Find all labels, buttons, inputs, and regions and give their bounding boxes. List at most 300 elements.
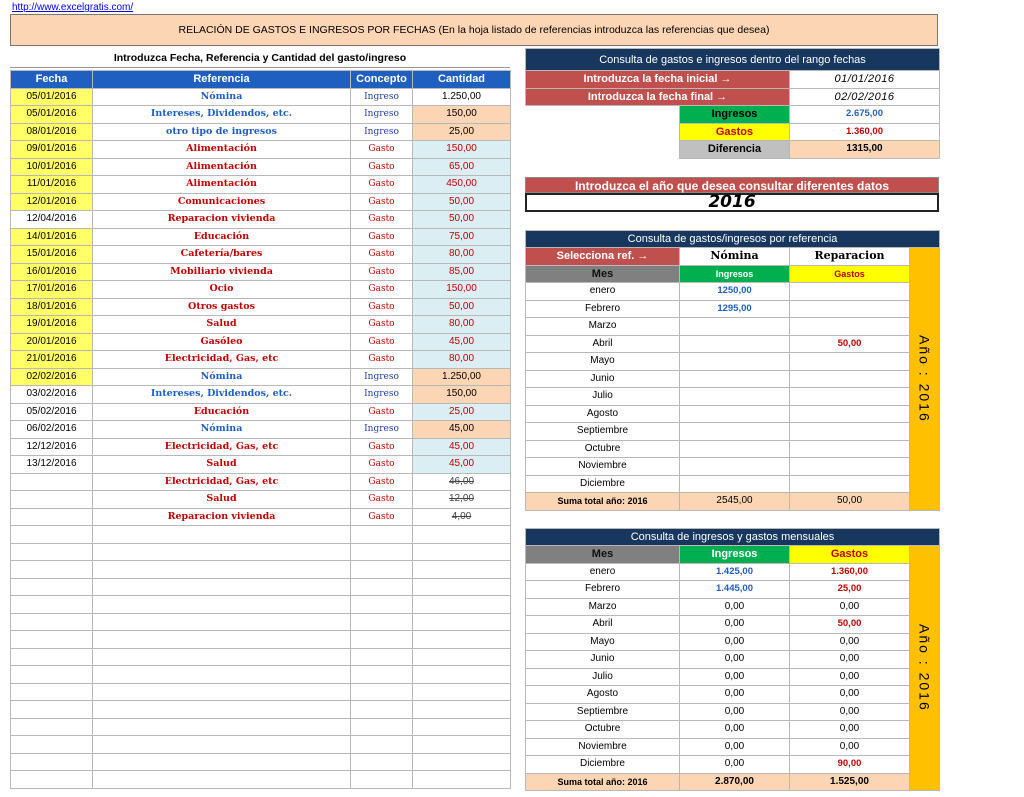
table-row-empty bbox=[11, 771, 511, 789]
byref-total-label: Suma total año: 2016 bbox=[526, 493, 680, 511]
table-row bbox=[11, 473, 511, 491]
empty-cell[interactable] bbox=[413, 683, 511, 701]
empty-cell[interactable] bbox=[11, 701, 93, 719]
empty-cell[interactable] bbox=[93, 543, 351, 561]
empty-cell[interactable] bbox=[413, 718, 511, 736]
cantidad-cell[interactable] bbox=[413, 298, 511, 316]
monthly-year-side-label: Año : 2016 bbox=[910, 546, 940, 791]
monthly-month-gastos: 0,00 bbox=[790, 668, 910, 686]
concepto-cell: Ingreso bbox=[351, 421, 413, 439]
byref-month-a bbox=[680, 423, 790, 441]
start-date-input[interactable]: 01/01/2016 bbox=[790, 71, 940, 89]
cantidad-value: 75,00 bbox=[448, 230, 475, 242]
range-spacer bbox=[526, 106, 680, 124]
byref-month-b bbox=[790, 423, 910, 441]
empty-cell[interactable] bbox=[351, 666, 413, 684]
table-row bbox=[11, 491, 511, 509]
referencia-cell[interactable]: Salud bbox=[93, 316, 351, 334]
monthly-ingresos-header: Ingresos bbox=[680, 546, 790, 564]
referencia-cell[interactable]: Salud bbox=[93, 456, 351, 474]
referencia-cell[interactable]: Alimentación bbox=[93, 141, 351, 159]
fecha-cell[interactable]: 12/01/2016 bbox=[11, 193, 93, 211]
monthly-month-gastos: 0,00 bbox=[790, 598, 910, 616]
byref-total-a: 2545,00 bbox=[680, 493, 790, 511]
cantidad-cell[interactable] bbox=[413, 141, 511, 159]
empty-cell[interactable] bbox=[11, 648, 93, 666]
range-spacer bbox=[526, 123, 680, 141]
byref-month-b bbox=[790, 283, 910, 301]
byref-month-a bbox=[680, 405, 790, 423]
empty-cell[interactable] bbox=[93, 596, 351, 614]
fecha-cell[interactable] bbox=[11, 508, 93, 526]
monthly-month-name: Julio bbox=[526, 668, 680, 686]
col-header-referencia: Referencia bbox=[93, 71, 351, 89]
empty-cell[interactable] bbox=[413, 648, 511, 666]
cantidad-cell[interactable] bbox=[413, 193, 511, 211]
empty-cell[interactable] bbox=[93, 561, 351, 579]
ref2-select[interactable]: Reparacion bbox=[790, 248, 910, 266]
concepto-cell: Gasto bbox=[351, 508, 413, 526]
fecha-cell[interactable]: 08/01/2016 bbox=[11, 123, 93, 141]
empty-cell[interactable] bbox=[351, 613, 413, 631]
byref-month-b bbox=[790, 458, 910, 476]
empty-cell[interactable] bbox=[11, 736, 93, 754]
monthly-month-ingresos: 0,00 bbox=[680, 651, 790, 669]
empty-cell[interactable] bbox=[351, 718, 413, 736]
byref-table bbox=[525, 230, 940, 511]
empty-cell[interactable] bbox=[93, 613, 351, 631]
cantidad-cell[interactable] bbox=[413, 211, 511, 229]
range-query-header: Consulta de gastos e ingresos dentro del rango fechas bbox=[526, 49, 940, 71]
table-row bbox=[11, 246, 511, 264]
cantidad-value: 80,00 bbox=[448, 353, 475, 365]
table-row bbox=[11, 123, 511, 141]
year-input[interactable]: 2016 bbox=[525, 193, 939, 212]
cantidad-value: 45,00 bbox=[448, 440, 475, 452]
ref1-select[interactable]: Nómina bbox=[680, 248, 790, 266]
empty-cell[interactable] bbox=[11, 631, 93, 649]
monthly-month-row bbox=[526, 563, 940, 581]
referencia-cell[interactable]: Alimentación bbox=[93, 176, 351, 194]
monthly-month-ingresos: 0,00 bbox=[680, 598, 790, 616]
range-diferencia-label: Diferencia bbox=[680, 141, 790, 159]
monthly-month-name: enero bbox=[526, 563, 680, 581]
byref-month-name: Mayo bbox=[526, 353, 680, 371]
select-ref-label: Selecciona ref. → bbox=[526, 248, 680, 266]
byref-month-row bbox=[526, 388, 940, 406]
monthly-month-row bbox=[526, 738, 940, 756]
referencia-cell[interactable]: Ocio bbox=[93, 281, 351, 299]
empty-cell[interactable] bbox=[413, 526, 511, 544]
table-row-empty bbox=[11, 718, 511, 736]
entries-body bbox=[11, 88, 511, 788]
cantidad-value: 45,00 bbox=[448, 458, 475, 470]
monthly-month-ingresos: 0,00 bbox=[680, 668, 790, 686]
table-row bbox=[11, 368, 511, 386]
empty-cell[interactable] bbox=[93, 701, 351, 719]
cantidad-cell[interactable] bbox=[413, 281, 511, 299]
byref-month-b bbox=[790, 318, 910, 336]
fecha-cell[interactable]: 05/01/2016 bbox=[11, 88, 93, 106]
empty-cell[interactable] bbox=[413, 561, 511, 579]
byref-month-name: Junio bbox=[526, 370, 680, 388]
fecha-cell[interactable]: 09/01/2016 bbox=[11, 141, 93, 159]
referencia-cell[interactable]: Salud bbox=[93, 491, 351, 509]
referencia-cell[interactable]: Cafetería/bares bbox=[93, 246, 351, 264]
monthly-month-name: Marzo bbox=[526, 598, 680, 616]
cantidad-value: 25,00 bbox=[448, 405, 475, 417]
monthly-mes-header: Mes bbox=[526, 546, 680, 564]
byref-month-name: Octubre bbox=[526, 440, 680, 458]
cantidad-value: 150,00 bbox=[446, 143, 477, 155]
referencia-cell[interactable]: Electricidad, Gas, etc bbox=[93, 351, 351, 369]
cantidad-cell[interactable] bbox=[413, 88, 511, 106]
concepto-cell: Ingreso bbox=[351, 106, 413, 124]
byref-month-b bbox=[790, 300, 910, 318]
table-row bbox=[11, 456, 511, 474]
empty-cell[interactable] bbox=[93, 666, 351, 684]
fecha-cell[interactable]: 02/02/2016 bbox=[11, 368, 93, 386]
empty-cell[interactable] bbox=[93, 631, 351, 649]
referencia-cell[interactable]: Alimentación bbox=[93, 158, 351, 176]
table-row-empty bbox=[11, 666, 511, 684]
empty-cell[interactable] bbox=[351, 701, 413, 719]
concepto-cell: Gasto bbox=[351, 158, 413, 176]
byref-month-b bbox=[790, 405, 910, 423]
end-date-input[interactable]: 02/02/2016 bbox=[790, 88, 940, 106]
table-row-empty bbox=[11, 701, 511, 719]
empty-cell[interactable] bbox=[11, 543, 93, 561]
cantidad-cell[interactable] bbox=[413, 106, 511, 124]
empty-cell[interactable] bbox=[351, 561, 413, 579]
byref-month-name: Marzo bbox=[526, 318, 680, 336]
byref-month-a bbox=[680, 370, 790, 388]
cantidad-value: 80,00 bbox=[448, 318, 475, 330]
cantidad-value: 1.250,00 bbox=[442, 370, 481, 382]
referencia-cell[interactable]: Nómina bbox=[93, 88, 351, 106]
table-row-empty bbox=[11, 578, 511, 596]
concepto-cell: Gasto bbox=[351, 316, 413, 334]
concepto-cell: Gasto bbox=[351, 351, 413, 369]
cantidad-cell[interactable] bbox=[413, 263, 511, 281]
cantidad-cell[interactable] bbox=[413, 403, 511, 421]
empty-cell[interactable] bbox=[11, 683, 93, 701]
fecha-cell[interactable]: 18/01/2016 bbox=[11, 298, 93, 316]
byref-month-b bbox=[790, 475, 910, 493]
year-prompt-label: Introduzca el año que desea consultar diferentes datos bbox=[525, 177, 939, 193]
table-row bbox=[11, 281, 511, 299]
cantidad-cell[interactable] bbox=[413, 456, 511, 474]
byref-month-name: enero bbox=[526, 283, 680, 301]
referencia-cell[interactable]: Educación bbox=[93, 403, 351, 421]
monthly-total-gastos: 1.525,00 bbox=[790, 773, 910, 791]
table-row-empty bbox=[11, 631, 511, 649]
cantidad-cell[interactable] bbox=[413, 246, 511, 264]
monthly-gastos-header: Gastos bbox=[790, 546, 910, 564]
referencia-cell[interactable]: Comunicaciones bbox=[93, 193, 351, 211]
empty-cell[interactable] bbox=[351, 683, 413, 701]
left-subtitle: Introduzca Fecha, Referencia y Cantidad del gasto/ingreso bbox=[10, 48, 510, 68]
byref-month-a bbox=[680, 458, 790, 476]
referencia-cell[interactable]: Gasóleo bbox=[93, 333, 351, 351]
cantidad-value: 65,00 bbox=[448, 160, 475, 172]
referencia-cell[interactable]: Reparacion vivienda bbox=[93, 211, 351, 229]
concepto-cell: Gasto bbox=[351, 456, 413, 474]
byref-month-row bbox=[526, 423, 940, 441]
concepto-cell: Gasto bbox=[351, 403, 413, 421]
monthly-month-gastos: 0,00 bbox=[790, 651, 910, 669]
byref-month-row bbox=[526, 353, 940, 371]
byref-month-a bbox=[680, 318, 790, 336]
table-row-empty bbox=[11, 736, 511, 754]
empty-cell[interactable] bbox=[351, 753, 413, 771]
monthly-month-row bbox=[526, 668, 940, 686]
byref-month-b bbox=[790, 353, 910, 371]
empty-cell[interactable] bbox=[413, 701, 511, 719]
empty-cell[interactable] bbox=[351, 736, 413, 754]
cantidad-cell[interactable] bbox=[413, 333, 511, 351]
fecha-cell[interactable]: 16/01/2016 bbox=[11, 263, 93, 281]
referencia-cell[interactable]: Intereses, Dividendos, etc. bbox=[93, 386, 351, 404]
fecha-cell[interactable]: 03/02/2016 bbox=[11, 386, 93, 404]
monthly-month-gastos: 0,00 bbox=[790, 738, 910, 756]
empty-cell[interactable] bbox=[11, 526, 93, 544]
cantidad-value: 50,00 bbox=[448, 213, 475, 225]
empty-cell[interactable] bbox=[351, 578, 413, 596]
cantidad-value: 45,00 bbox=[448, 335, 475, 347]
table-row-empty bbox=[11, 526, 511, 544]
empty-cell[interactable] bbox=[351, 648, 413, 666]
byref-month-a: 1295,00 bbox=[680, 300, 790, 318]
empty-cell[interactable] bbox=[351, 631, 413, 649]
fecha-cell[interactable] bbox=[11, 491, 93, 509]
byref-total-b: 50,00 bbox=[790, 493, 910, 511]
cantidad-value: 46,00 bbox=[448, 475, 475, 487]
monthly-header: Consulta de ingresos y gastos mensuales bbox=[526, 529, 940, 546]
concepto-cell: Gasto bbox=[351, 333, 413, 351]
monthly-month-row bbox=[526, 633, 940, 651]
byref-month-name: Septiembre bbox=[526, 423, 680, 441]
empty-cell[interactable] bbox=[413, 736, 511, 754]
referencia-cell[interactable]: Nómina bbox=[93, 421, 351, 439]
monthly-total-row bbox=[526, 773, 940, 791]
fecha-cell[interactable]: 10/01/2016 bbox=[11, 158, 93, 176]
byref-month-row bbox=[526, 283, 940, 301]
byref-month-row bbox=[526, 458, 940, 476]
excelgratis-link[interactable]: http://www.excelgratis.com/ bbox=[12, 2, 134, 13]
table-row bbox=[11, 211, 511, 229]
cantidad-value: 450,00 bbox=[446, 178, 477, 190]
monthly-month-gastos: 50,00 bbox=[790, 616, 910, 634]
cantidad-cell[interactable] bbox=[413, 123, 511, 141]
empty-cell[interactable] bbox=[93, 736, 351, 754]
empty-cell[interactable] bbox=[413, 753, 511, 771]
monthly-month-ingresos: 0,00 bbox=[680, 616, 790, 634]
fecha-cell[interactable]: 21/01/2016 bbox=[11, 351, 93, 369]
byref-month-name: Abril bbox=[526, 335, 680, 353]
concepto-cell: Ingreso bbox=[351, 88, 413, 106]
monthly-month-gastos: 90,00 bbox=[790, 756, 910, 774]
fecha-cell[interactable]: 17/01/2016 bbox=[11, 281, 93, 299]
cantidad-value: 150,00 bbox=[446, 108, 477, 120]
empty-cell[interactable] bbox=[351, 771, 413, 789]
empty-cell[interactable] bbox=[351, 543, 413, 561]
referencia-cell[interactable]: Electricidad, Gas, etc bbox=[93, 438, 351, 456]
referencia-cell[interactable]: Intereses, Dividendos, etc. bbox=[93, 106, 351, 124]
empty-cell[interactable] bbox=[351, 526, 413, 544]
monthly-month-row bbox=[526, 686, 940, 704]
monthly-month-name: Diciembre bbox=[526, 756, 680, 774]
range-gastos-value: 1.360,00 bbox=[790, 123, 940, 141]
monthly-total-label: Suma total año: 2016 bbox=[526, 773, 680, 791]
empty-cell[interactable] bbox=[93, 648, 351, 666]
fecha-cell[interactable]: 11/01/2016 bbox=[11, 176, 93, 194]
monthly-month-ingresos: 1.425,00 bbox=[680, 563, 790, 581]
fecha-cell[interactable]: 13/12/2016 bbox=[11, 456, 93, 474]
byref-year-side-label: Año : 2016 bbox=[910, 248, 940, 511]
referencia-cell[interactable]: Electricidad, Gas, etc bbox=[93, 473, 351, 491]
cantidad-value: 4,00 bbox=[451, 510, 472, 522]
range-gastos-label: Gastos bbox=[680, 123, 790, 141]
concepto-cell: Ingreso bbox=[351, 368, 413, 386]
concepto-cell: Gasto bbox=[351, 176, 413, 194]
cantidad-cell[interactable] bbox=[413, 228, 511, 246]
monthly-month-gastos: 25,00 bbox=[790, 581, 910, 599]
byref-month-a bbox=[680, 475, 790, 493]
empty-cell[interactable] bbox=[93, 683, 351, 701]
cantidad-cell[interactable] bbox=[413, 421, 511, 439]
cantidad-cell[interactable] bbox=[413, 158, 511, 176]
empty-cell[interactable] bbox=[351, 596, 413, 614]
fecha-cell[interactable]: 05/02/2016 bbox=[11, 403, 93, 421]
empty-cell[interactable] bbox=[413, 613, 511, 631]
table-row-empty bbox=[11, 753, 511, 771]
fecha-cell[interactable]: 12/04/2016 bbox=[11, 211, 93, 229]
table-row-empty bbox=[11, 648, 511, 666]
byref-month-row bbox=[526, 370, 940, 388]
table-row-empty bbox=[11, 543, 511, 561]
monthly-month-name: Febrero bbox=[526, 581, 680, 599]
cantidad-cell[interactable] bbox=[413, 316, 511, 334]
table-row bbox=[11, 88, 511, 106]
byref-month-row bbox=[526, 318, 940, 336]
concepto-cell: Gasto bbox=[351, 211, 413, 229]
referencia-cell[interactable]: Otros gastos bbox=[93, 298, 351, 316]
table-row bbox=[11, 403, 511, 421]
byref-month-row bbox=[526, 475, 940, 493]
referencia-cell[interactable]: otro tipo de ingresos bbox=[93, 123, 351, 141]
byref-gastos-header: Gastos bbox=[790, 265, 910, 283]
table-row bbox=[11, 228, 511, 246]
empty-cell[interactable] bbox=[11, 753, 93, 771]
referencia-cell[interactable]: Mobiliario vivienda bbox=[93, 263, 351, 281]
monthly-month-gastos: 0,00 bbox=[790, 633, 910, 651]
cantidad-value: 50,00 bbox=[448, 195, 475, 207]
empty-cell[interactable] bbox=[11, 578, 93, 596]
cantidad-cell[interactable] bbox=[413, 176, 511, 194]
byref-month-name: Noviembre bbox=[526, 458, 680, 476]
empty-cell[interactable] bbox=[11, 718, 93, 736]
fecha-cell[interactable]: 12/12/2016 bbox=[11, 438, 93, 456]
referencia-cell[interactable]: Reparacion vivienda bbox=[93, 508, 351, 526]
empty-cell[interactable] bbox=[11, 666, 93, 684]
empty-cell[interactable] bbox=[11, 613, 93, 631]
fecha-cell[interactable]: 15/01/2016 bbox=[11, 246, 93, 264]
byref-month-b bbox=[790, 370, 910, 388]
byref-month-name: Agosto bbox=[526, 405, 680, 423]
empty-cell[interactable] bbox=[11, 771, 93, 789]
byref-month-b: 50,00 bbox=[790, 335, 910, 353]
cantidad-cell[interactable] bbox=[413, 351, 511, 369]
fecha-cell[interactable] bbox=[11, 473, 93, 491]
cantidad-cell[interactable] bbox=[413, 386, 511, 404]
empty-cell[interactable] bbox=[413, 666, 511, 684]
concepto-cell: Gasto bbox=[351, 193, 413, 211]
cantidad-cell[interactable] bbox=[413, 508, 511, 526]
monthly-month-ingresos: 0,00 bbox=[680, 703, 790, 721]
table-row bbox=[11, 386, 511, 404]
fecha-cell[interactable]: 14/01/2016 bbox=[11, 228, 93, 246]
cantidad-value: 12,00 bbox=[448, 493, 475, 505]
monthly-month-ingresos: 1.445,00 bbox=[680, 581, 790, 599]
table-row bbox=[11, 438, 511, 456]
empty-cell[interactable] bbox=[413, 578, 511, 596]
monthly-month-name: Octubre bbox=[526, 721, 680, 739]
table-row-empty bbox=[11, 596, 511, 614]
cantidad-value: 50,00 bbox=[448, 300, 475, 312]
page-title: RELACIÓN DE GASTOS E INGRESOS POR FECHAS (En la hoja listado de referencias introduzca las referencias que desea) bbox=[10, 14, 938, 46]
cantidad-value: 150,00 bbox=[446, 388, 477, 400]
empty-cell[interactable] bbox=[11, 561, 93, 579]
table-row bbox=[11, 176, 511, 194]
monthly-month-name: Noviembre bbox=[526, 738, 680, 756]
col-header-concepto: Concepto bbox=[351, 71, 413, 89]
byref-month-a bbox=[680, 335, 790, 353]
concepto-cell: Gasto bbox=[351, 246, 413, 264]
fecha-cell[interactable]: 05/01/2016 bbox=[11, 106, 93, 124]
referencia-cell[interactable]: Nómina bbox=[93, 368, 351, 386]
empty-cell[interactable] bbox=[93, 578, 351, 596]
monthly-month-name: Mayo bbox=[526, 633, 680, 651]
empty-cell[interactable] bbox=[93, 718, 351, 736]
empty-cell[interactable] bbox=[413, 543, 511, 561]
table-row-empty bbox=[11, 613, 511, 631]
concepto-cell: Ingreso bbox=[351, 123, 413, 141]
cantidad-value: 25,00 bbox=[448, 125, 475, 137]
empty-cell[interactable] bbox=[413, 631, 511, 649]
cantidad-cell[interactable] bbox=[413, 438, 511, 456]
cantidad-cell[interactable] bbox=[413, 491, 511, 509]
empty-cell[interactable] bbox=[413, 771, 511, 789]
fecha-cell[interactable]: 20/01/2016 bbox=[11, 333, 93, 351]
empty-cell[interactable] bbox=[93, 526, 351, 544]
cantidad-value: 80,00 bbox=[448, 248, 475, 260]
cantidad-value: 85,00 bbox=[448, 265, 475, 277]
monthly-month-gastos: 0,00 bbox=[790, 703, 910, 721]
fecha-cell[interactable]: 19/01/2016 bbox=[11, 316, 93, 334]
table-row bbox=[11, 316, 511, 334]
empty-cell[interactable] bbox=[413, 596, 511, 614]
fecha-cell[interactable]: 06/02/2016 bbox=[11, 421, 93, 439]
byref-month-b bbox=[790, 388, 910, 406]
referencia-cell[interactable]: Educación bbox=[93, 228, 351, 246]
empty-cell[interactable] bbox=[93, 753, 351, 771]
byref-month-row bbox=[526, 300, 940, 318]
empty-cell[interactable] bbox=[11, 596, 93, 614]
empty-cell[interactable] bbox=[93, 771, 351, 789]
cantidad-cell[interactable] bbox=[413, 473, 511, 491]
cantidad-cell[interactable] bbox=[413, 368, 511, 386]
